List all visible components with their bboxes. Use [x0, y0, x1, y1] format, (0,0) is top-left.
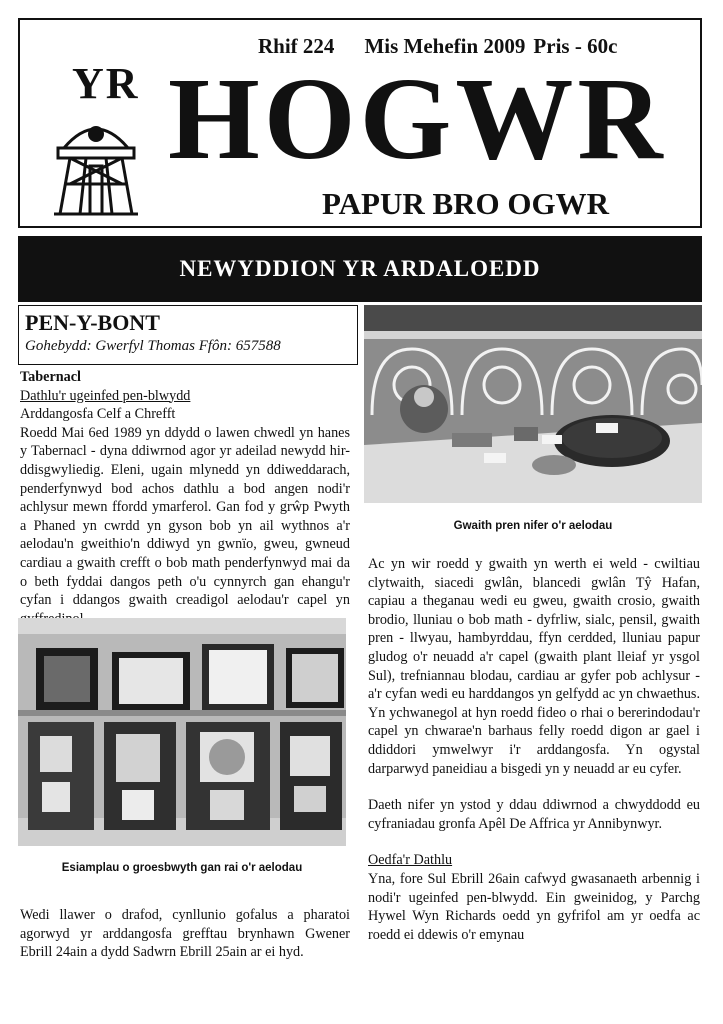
left-article-text — [20, 368, 350, 628]
issue-price: Pris - 60c — [533, 34, 618, 58]
article-right-paragraph-3: Yna, fore Sul Ebrill 26ain cafwyd gwasanaeth arbennig i nodi'r ugeinfed pen-blwydd. Ein gweinidog, y Parchg Hywel Wyn Richards oedd yn gyfrifol am yr oedfa ac roedd ei ddewis o'r emynau — [368, 870, 700, 943]
article-paragraph-1: Roedd Mai 6ed 1989 yn ddydd o lawen chwedl yn hanes y Tabernacl - dyna ddiwrnod agor yr adeilad newydd hir-ddisgwyliedig. Eleni, ugain mlynedd yn ddiweddarach, penderfynwyd bod achos dathlu a bod angen nodi'r achlysur mewn ffordd ymarferol. Gan fod y grŵp Pwyth a Phaned yn cwrdd yn gyson bob yn ail wythnos a'r aelodau'n gweithio'n ddiwyd yn gwnïo, gweu, gwneud cardiau a gwaith crefft o bob math penderfynwyd mai da o beth fyddai dangos peth o'u cynnyrch gan ehangu'r cyfan i ddangos gwaith creadigol aelodau'r capel yn — [20, 424, 350, 609]
masthead-yr: YR — [72, 59, 140, 108]
masthead — [18, 18, 702, 228]
woodwork-caption: Gwaith pren nifer o'r aelodau — [453, 520, 613, 532]
region-correspondent: Gohebydd: Gwerfyl Thomas Ffôn: 657588 — [25, 338, 281, 354]
right-article-text — [368, 555, 700, 944]
article-right-paragraph-2: Daeth nifer yn ystod y ddau ddiwrnod a chwyddodd eu cyfraniadau gronfa Apêl De Affrica yr Annibynwyr. — [368, 797, 700, 832]
left-article-bottom-text — [20, 906, 350, 962]
newspaper-subtitle: PAPUR BRO OGWR — [322, 186, 610, 221]
colliery-headframe-icon — [50, 108, 142, 220]
section-banner-text: NEWYDDION YR ARDALOEDD — [179, 256, 541, 281]
article-paragraph-2: Wedi llawer o drafod, cynllunio gofalus a pharatoi agorwyd yr arddangosfa grefftau brynhawn Gwener Ebrill 24ain a dydd Sadwrn Ebrill 25ain ar ei hyd. — [20, 907, 350, 961]
section-banner — [18, 236, 702, 302]
region-box — [18, 305, 358, 365]
region-title: PEN-Y-BONT — [25, 310, 160, 335]
issue-date: Mis Mehefin 2009 — [364, 34, 526, 58]
issue-number: Rhif 224 — [258, 34, 335, 58]
article-subheading-2: Arddangosfa Celf a Chrefft — [20, 406, 176, 423]
newspaper-title: HOGWR — [168, 53, 667, 184]
woodwork-photo — [364, 305, 702, 503]
cross-stitch-photo — [18, 618, 346, 846]
article-right-subheading: Oedfa'r Dathlu — [368, 852, 453, 869]
article-heading: Tabernacl — [20, 369, 81, 385]
cross-stitch-caption: Esiamplau o groesbwyth gan rai o'r aelodau — [61, 862, 303, 874]
article-subheading: Dathlu'r ugeinfed pen-blwydd — [20, 387, 191, 404]
article-right-paragraph-1: Ac yn wir roedd y gwaith yn werth ei weld - cwiltiau clytwaith, siacedi gwlân, blancedi gwlân Tŷ Hafan, capiau a theganau wedi eu gweu, gwaith crosio, gwaith brodio, lluniau o bob math - dyfrliw, sialc, pensil, gwaith pren - llwyau, hambyrddau, ffyn cerdded, lluniau papur gludog o'r neuadd a'r capel (gwaith plant lleiaf yr ysgol Sul), trefniannau blodau, cardiau ar gyfer pob achlysur - a'r cyfan wedi eu harddangos yn gelfydd ac yn chwaethus. Yn ychwanegol at hyn roedd fideo o rhai o bererindodau'r capel yn chwarae'n barhaus felly roedd digon ar gael i ddiddori ymwelwyr i'r arddangosfa. Yn ogystal darparwyd paneidiau a bisgedi yn y neuadd ar eu cyfer. — [368, 556, 700, 777]
